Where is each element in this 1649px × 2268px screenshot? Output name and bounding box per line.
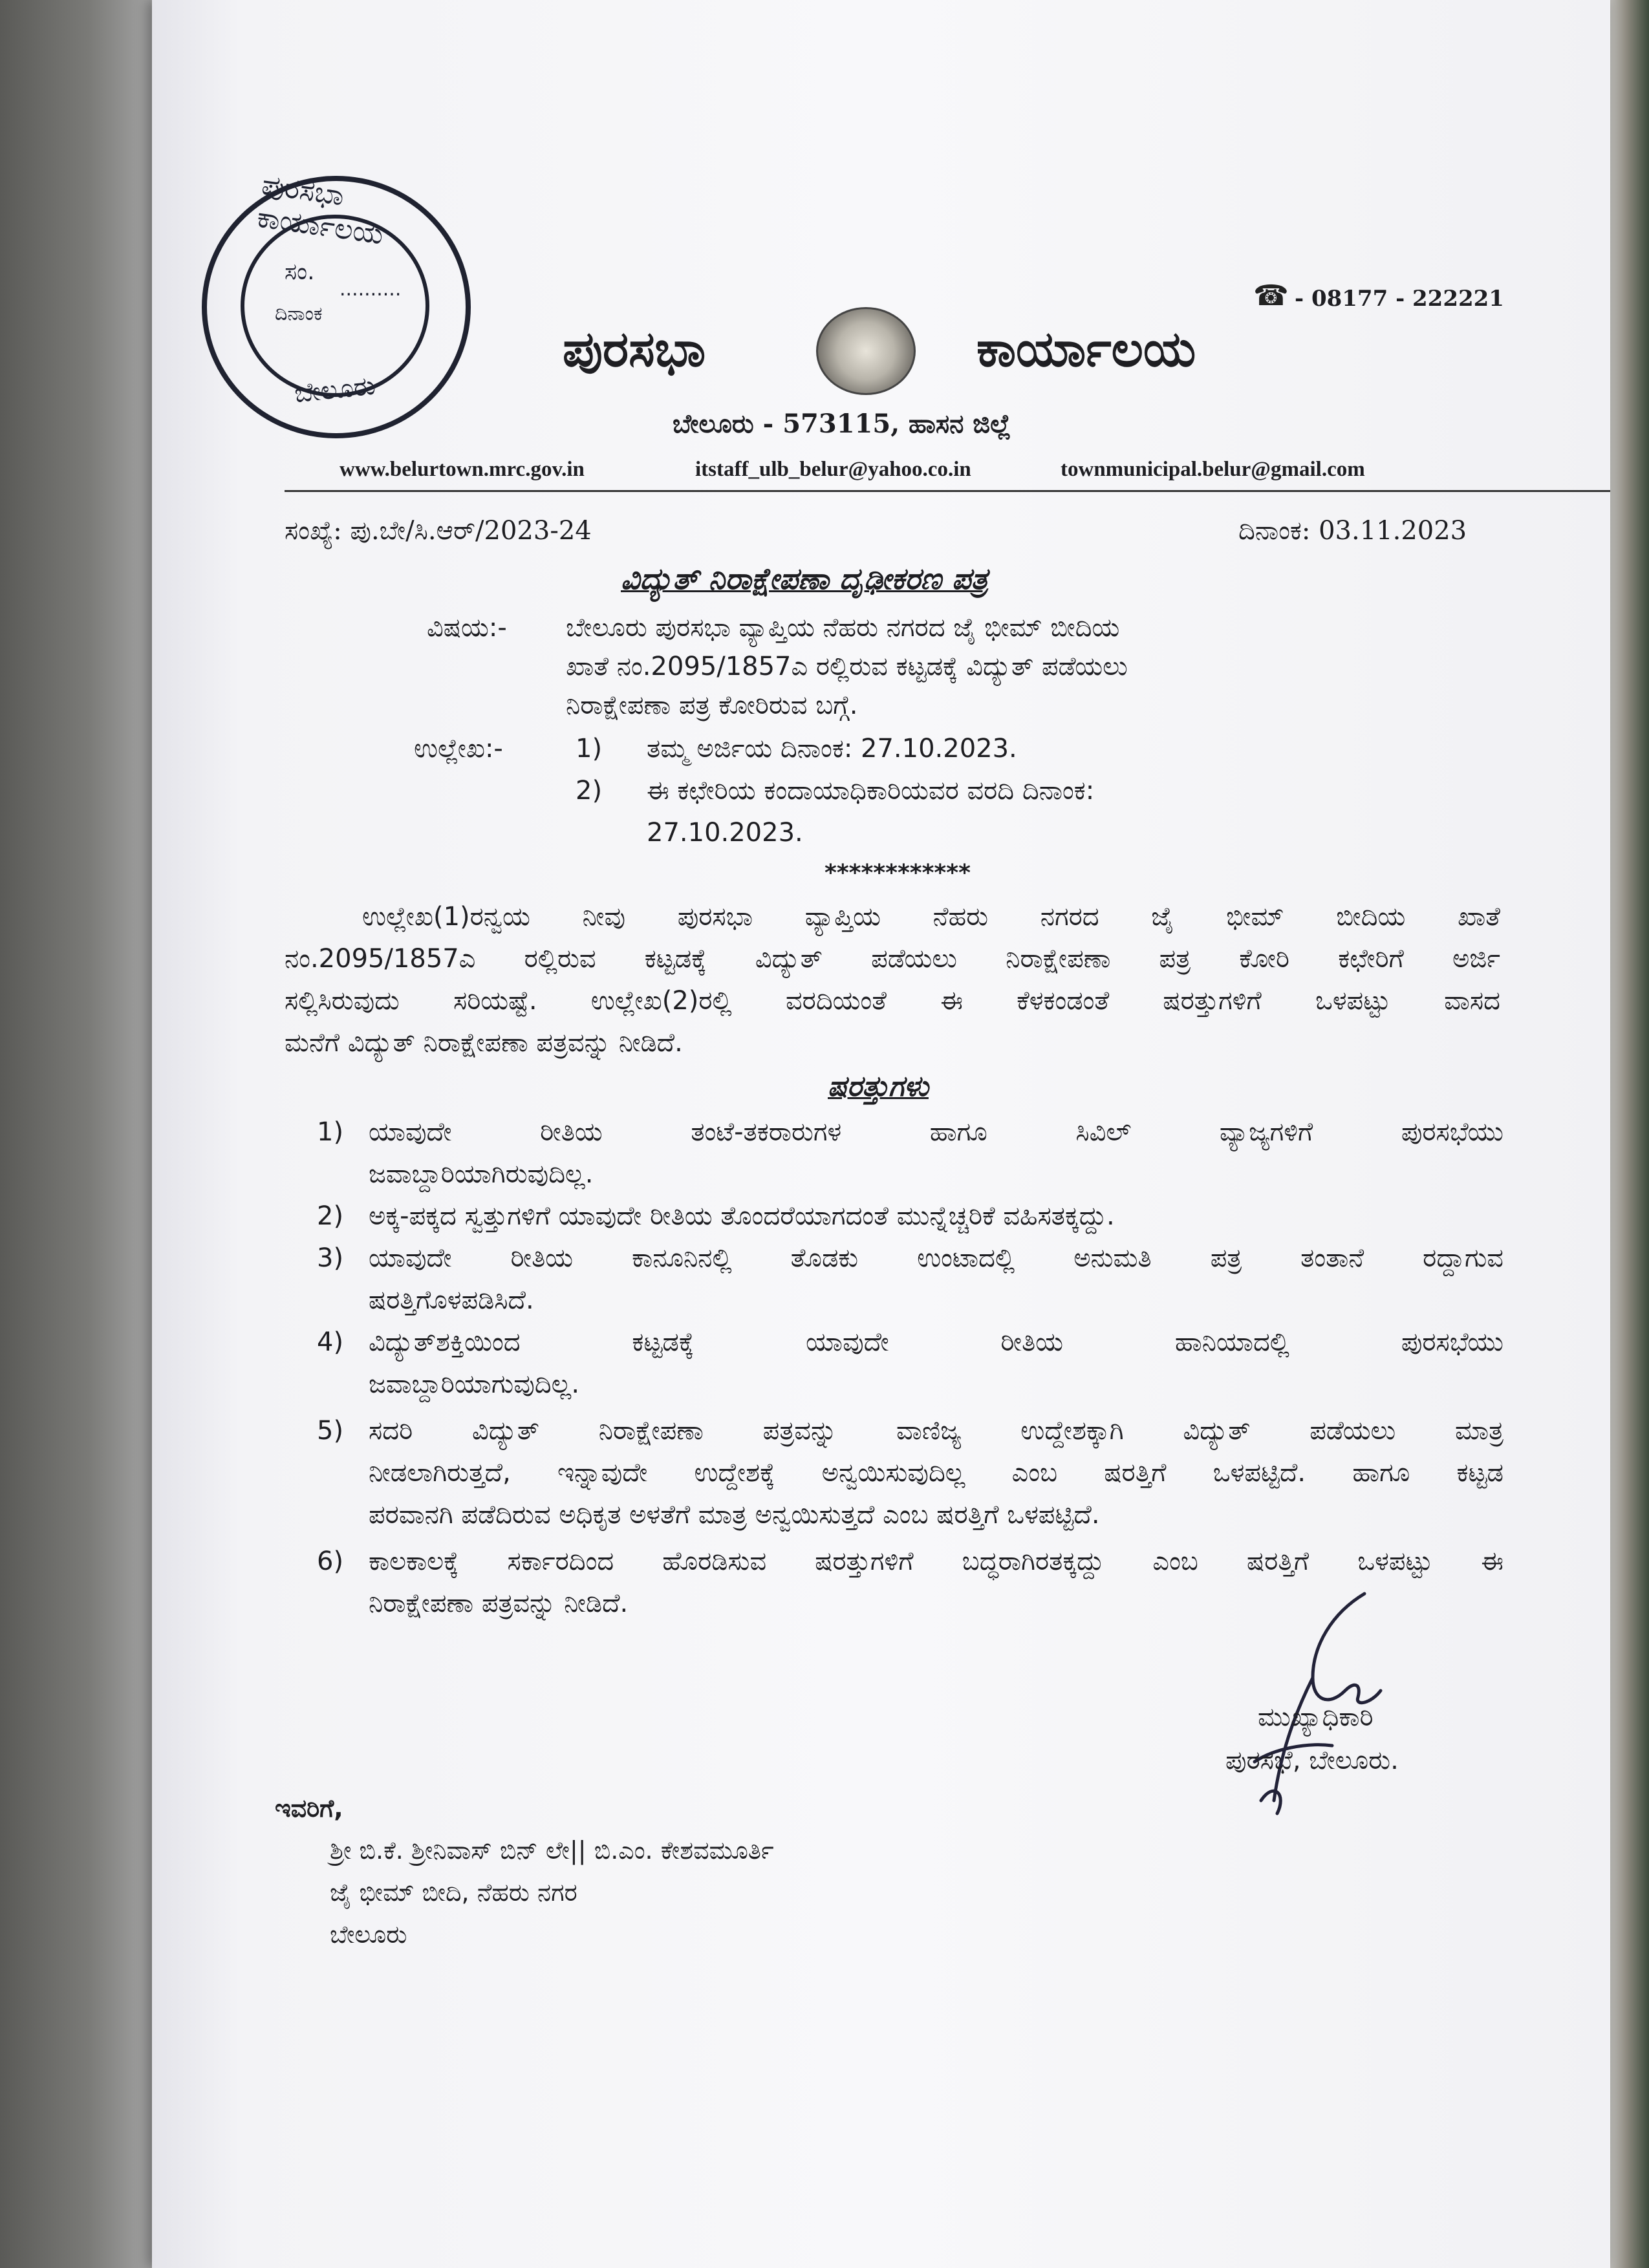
letter-title: ವಿದ್ಯುತ್ ನಿರಾಕ್ಷೇಪಣಾ ದೃಢೀಕರಣ ಪತ್ರ [621,561,988,596]
condition-4-line-2: ಜವಾಬ್ದಾರಿಯಾಗುವುದಿಲ್ಲ. [369,1369,580,1399]
separator: ************ [824,860,971,886]
letter-date: ದಿನಾಂಕ: 03.11.2023 [1238,516,1467,546]
condition-6-number: 6) [317,1546,344,1576]
seal-ring-text: ಪುರಸಭಾ ಕಾರ್ಯಾಲಯ [255,168,386,251]
condition-3-number: 3) [317,1243,344,1273]
conditions-title: ಷರತ್ತುಗಳು [828,1070,929,1103]
reference-2-text-cont: 27.10.2023. [647,818,803,848]
letterhead-divider [285,490,1610,492]
condition-6-line-2: ನಿರಾಕ್ಷೇಪಣಾ ಪತ್ರವನ್ನು ನೀಡಿದೆ. [369,1589,629,1618]
recipient-town: ಬೇಲೂರು [330,1920,407,1949]
recipient-label: ಇವರಿಗೆ, [275,1794,343,1823]
condition-4-number: 4) [317,1327,344,1357]
body-line-4: ಮನೆಗೆ ವಿದ್ಯುತ್ ನಿರಾಕ್ಷೇಪಣಾ ಪತ್ರವನ್ನು ನೀಡಿದೆ. [285,1028,683,1058]
seal-number-label: ಸಂ. [285,259,315,285]
reference-1-text: ತಮ್ಮ ಅರ್ಜಿಯ ದಿನಾಂಕ: 27.10.2023. [647,734,1017,764]
condition-5-line-3: ಪರವಾನಗಿ ಪಡೆದಿರುವ ಅಧಿಕೃತ ಅಳತೆಗೆ ಮಾತ್ರ ಅನ್ವಯಿಸುತ್ತದೆ ಎಂಬ ಷರತ್ತಿಗೆ ಒಳಪಟ್ಟಿದೆ. [369,1500,1100,1530]
office-seal [202,168,471,438]
seal-place: ಬೇಲೂರು [292,370,377,409]
office-title-left: ಪುರಸಭಾ [563,320,706,378]
reference-2-text: ಈ ಕಛೇರಿಯ ಕಂದಾಯಾಧಿಕಾರಿಯವರ ವರದಿ ದಿನಾಂಕ: [647,776,1095,806]
subject-line-3: ನಿರಾಕ್ಷೇಪಣಾ ಪತ್ರ ಕೋರಿರುವ ಬಗ್ಗೆ. [566,690,858,720]
condition-3-line-1: ಯಾವುದೇ ರೀತಿಯ ಕಾನೂನಿನಲ್ಲಿ ತೊಡಕು ಉಂಟಾದಲ್ಲಿ ಅನುಮತಿ ಪತ್ರ ತಂತಾನೆ ರದ್ದಾಗುವ [369,1243,1503,1273]
body-line-2: ನಂ.2095/1857ಎ ರಲ್ಲಿರುವ ಕಟ್ಟಡಕ್ಕೆ ವಿದ್ಯುತ್ ಪಡೆಯಲು ನಿರಾಕ್ಷೇಪಣಾ ಪತ್ರ ಕೋರಿ ಕಛೇರಿಗೆ ಅರ್ಜಿ [285,944,1500,974]
recipient-street: ಜೈ ಭೀಮ್ ಬೀದಿ, ನೆಹರು ನಗರ [330,1878,577,1907]
government-emblem [816,307,916,395]
office-email-2: townmunicipal.belur@gmail.com [1061,458,1365,481]
condition-5-number: 5) [317,1416,344,1446]
office-title-right: ಕಾರ್ಯಾಲಯ [976,320,1196,378]
condition-5-line-1: ಸದರಿ ವಿದ್ಯುತ್ ನಿರಾಕ್ಷೇಪಣಾ ಪತ್ರವನ್ನು ವಾಣಿಜ್ಯ ಉದ್ದೇಶಕ್ಕಾಗಿ ವಿದ್ಯುತ್ ಪಡೆಯಲು ಮಾತ್ರ [369,1416,1503,1446]
subject-line-1: ಬೇಲೂರು ಪುರಸಭಾ ವ್ಯಾಪ್ತಿಯ ನೆಹರು ನಗರದ ಜೈ ಭೀಮ್ ಬೀದಿಯ [566,613,1120,643]
subject-label: ವಿಷಯ:- [427,613,507,643]
condition-4-line-1: ವಿದ್ಯುತ್‌ಶಕ್ತಿಯಿಂದ ಕಟ್ಟಡಕ್ಕೆ ಯಾವುದೇ ರೀತಿಯ ಹಾನಿಯಾದಲ್ಲಿ ಪುರಸಭೆಯು [369,1327,1503,1357]
condition-5-line-2: ನೀಡಲಾಗಿರುತ್ತದೆ, ಇನ್ನಾವುದೇ ಉದ್ದೇಶಕ್ಕೆ ಅನ್ವಯಿಸುವುದಿಲ್ಲ ಎಂಬ ಷರತ್ತಿಗೆ ಒಳಪಟ್ಟಿದೆ. ಹಾಗೂ ಕಟ್ಟಡ [369,1458,1503,1488]
office-address: ಬೇಲೂರು - 573115, ಹಾಸನ ಜಿಲ್ಲೆ [673,409,1011,439]
condition-3-line-2: ಷರತ್ತಿಗೊಳಪಡಿಸಿದೆ. [369,1285,534,1315]
reference-1-number: 1) [576,734,603,764]
phone-number: - 08177 - 222221 [1295,286,1504,312]
seal-date-label: ದಿನಾಂಕ [275,303,323,325]
body-line-1: ಉಲ್ಲೇಖ(1)ರನ್ವಯ ನೀವು ಪುರಸಭಾ ವ್ಯಾಪ್ತಿಯ ನೆಹರು ನಗರದ ಜೈ ಭೀಮ್ ಬೀದಿಯ ಖಾತೆ [362,902,1500,932]
condition-2-number: 2) [317,1201,344,1231]
signatory-designation: ಮುಖ್ಯಾಧಿಕಾರಿ [1258,1702,1374,1732]
condition-1-line-1: ಯಾವುದೇ ರೀತಿಯ ತಂಟೆ-ತಕರಾರುಗಳ ಹಾಗೂ ಸಿವಿಲ್ ವ್ಯಾಜ್ಯಗಳಿಗೆ ಪುರಸಭೆಯು [369,1117,1503,1147]
office-website: www.belurtown.mrc.gov.in [339,458,585,481]
seal-dotted-line: .......... [339,278,402,301]
condition-1-number: 1) [317,1117,344,1147]
reference-label: ಉಲ್ಲೇಖ:- [414,734,503,764]
recipient-name: ಶ್ರೀ ಬಿ.ಕೆ. ಶ್ರೀನಿವಾಸ್ ಬಿನ್ ಲೇ|| ಬಿ.ಎಂ. ಕೇಶವಮೂರ್ತಿ [330,1836,774,1865]
condition-2-line-1: ಅಕ್ಕ-ಪಕ್ಕದ ಸ್ವತ್ತುಗಳಿಗೆ ಯಾವುದೇ ರೀತಿಯ ತೊಂದರೆಯಾಗದಂತೆ ಮುನ್ನೆಚ್ಚರಿಕೆ ವಹಿಸತಕ್ಕದ್ದು. [369,1201,1115,1231]
reference-number: ಸಂಖ್ಯೆ: ಪು.ಬೇ/ಸಿ.ಆರ್/2023-24 [285,516,592,546]
condition-1-line-2: ಜವಾಬ್ದಾರಿಯಾಗಿರುವುದಿಲ್ಲ. [369,1159,594,1189]
condition-6-line-1: ಕಾಲಕಾಲಕ್ಕೆ ಸರ್ಕಾರದಿಂದ ಹೊರಡಿಸುವ ಷರತ್ತುಗಳಿಗೆ ಬದ್ಧರಾಗಿರತಕ್ಕದ್ದು ಎಂಬ ಷರತ್ತಿಗೆ ಒಳಪಟ್ಟು ಈ [369,1546,1503,1576]
subject-line-2: ಖಾತೆ ನಂ.2095/1857ಎ ರಲ್ಲಿರುವ ಕಟ್ಟಡಕ್ಕೆ ವಿದ್ಯುತ್ ಪಡೆಯಲು [566,652,1128,681]
telephone-icon: ☎ [1253,279,1289,312]
scan-background-right [1604,0,1649,2268]
signatory-office: ಪುರಸಭೆ, ಬೇಲೂರು. [1225,1746,1399,1775]
reference-2-number: 2) [576,776,603,806]
body-line-3: ಸಲ್ಲಿಸಿರುವುದು ಸರಿಯಷ್ಟೆ. ಉಲ್ಲೇಖ(2)ರಲ್ಲಿ ವರದಿಯಂತೆ ಈ ಕೆಳಕಂಡಂತೆ ಷರತ್ತುಗಳಿಗೆ ಒಳಪಟ್ಟು ವಾಸದ [285,986,1500,1016]
office-email-1: itstaff_ulb_belur@yahoo.co.in [695,458,971,481]
